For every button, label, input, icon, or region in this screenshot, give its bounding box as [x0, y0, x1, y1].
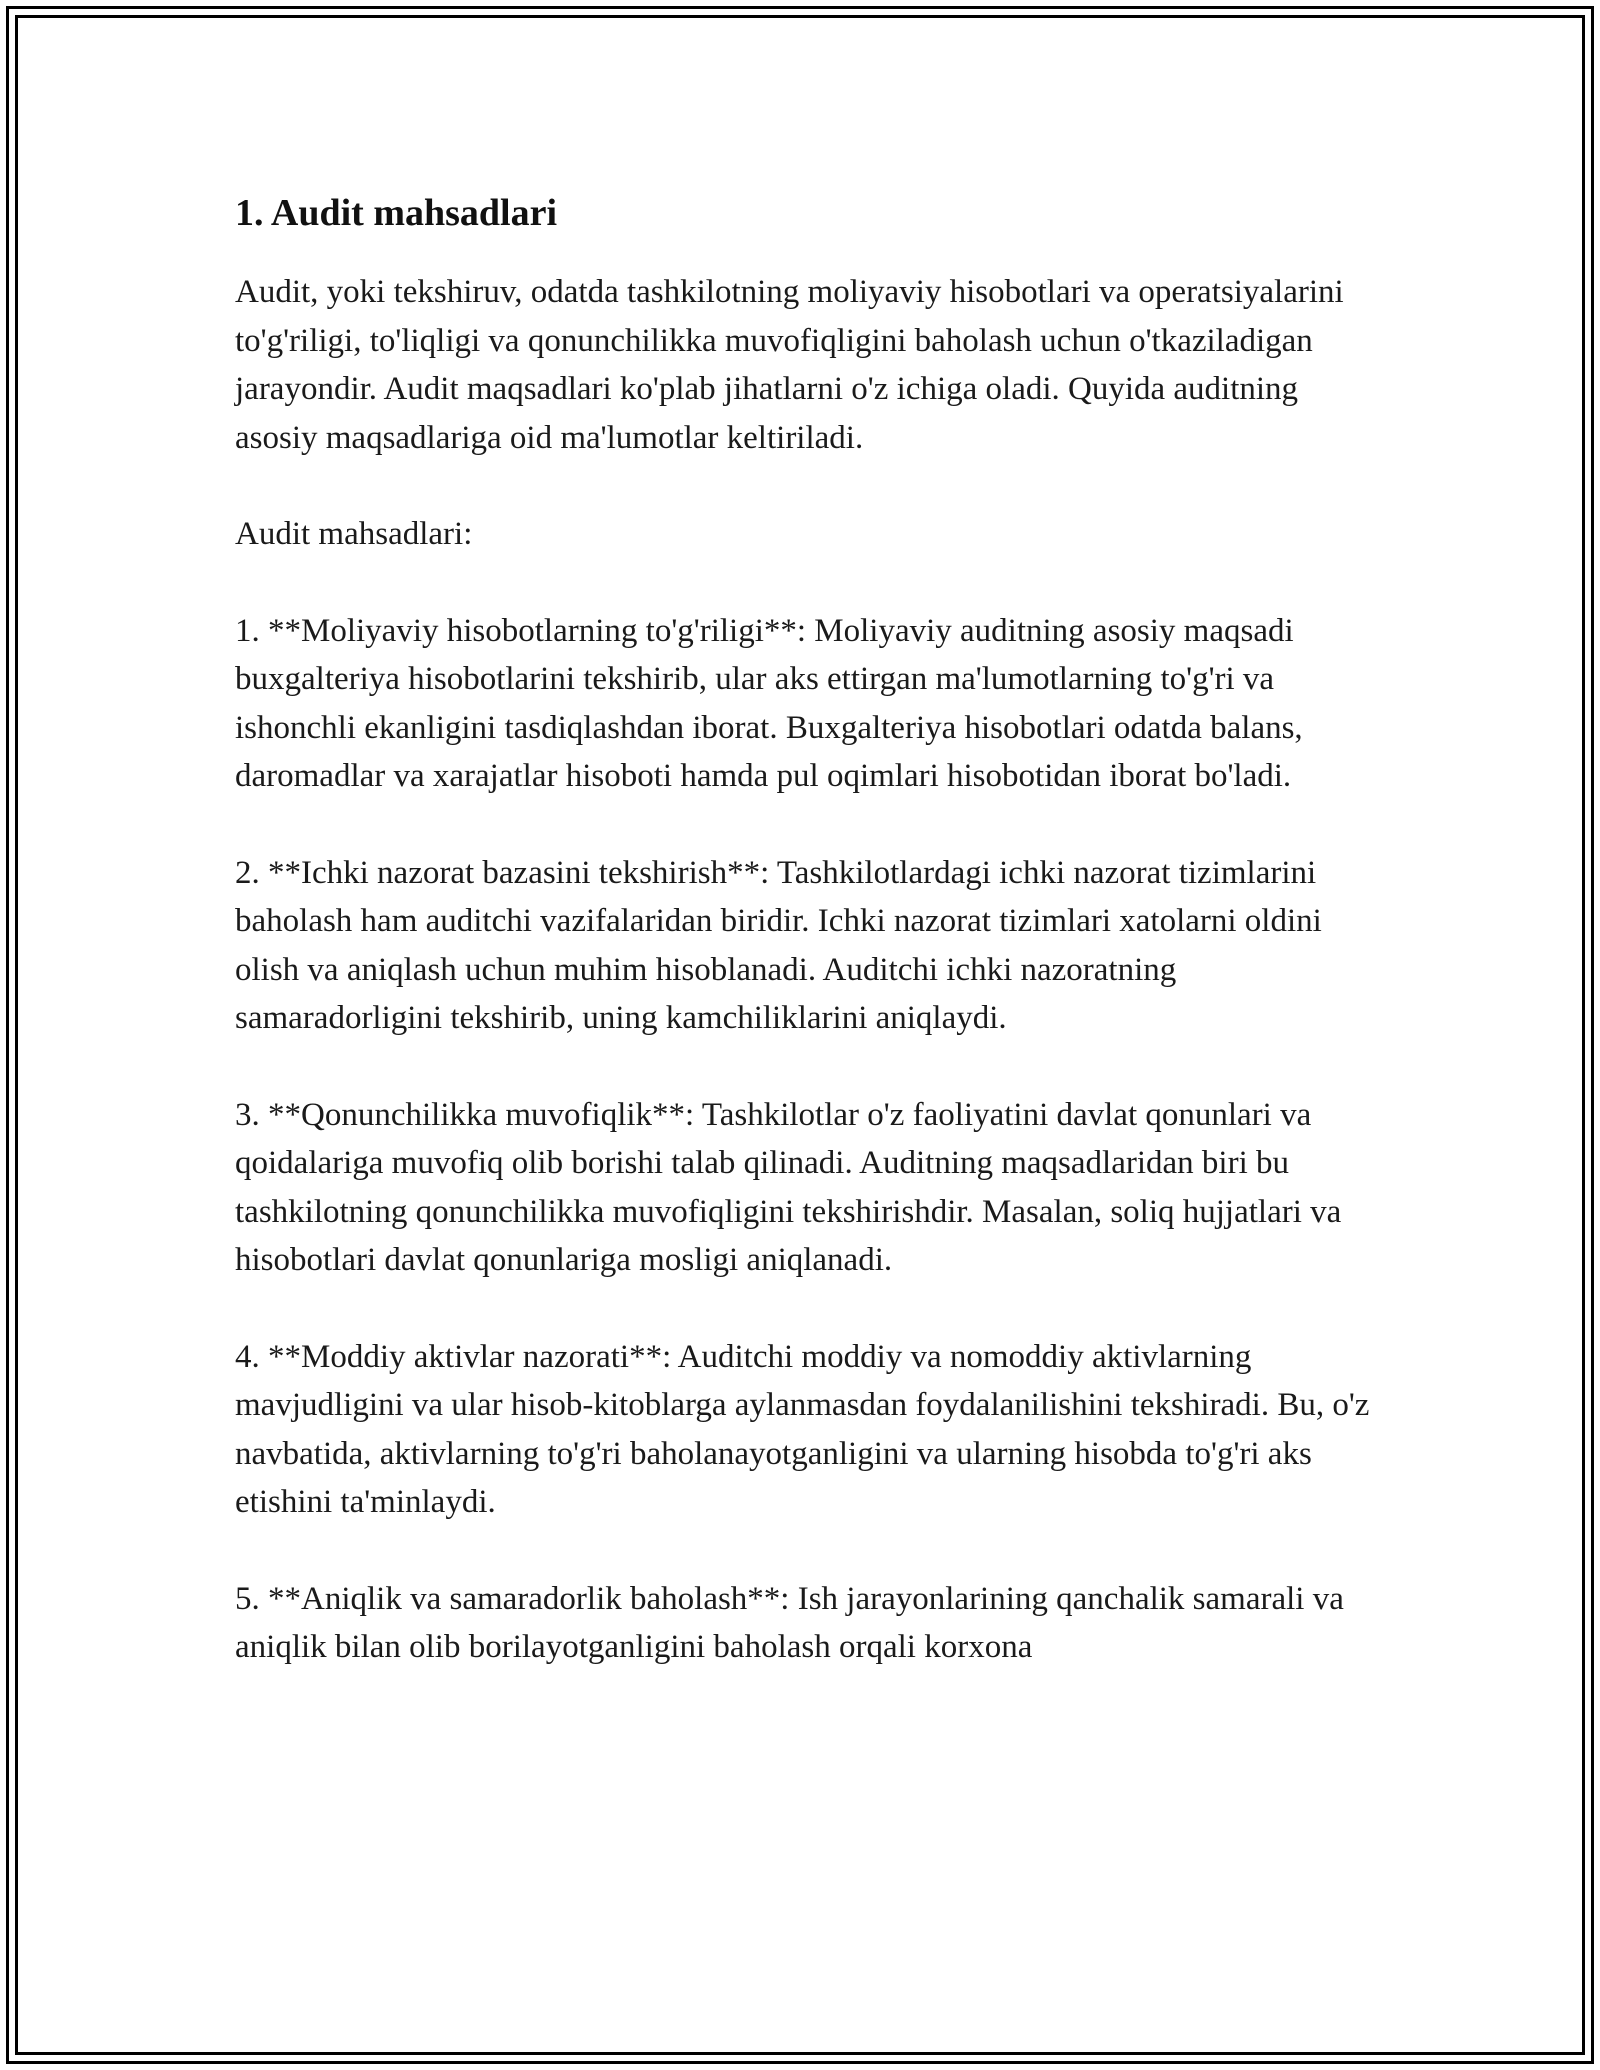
- list-item-paragraph: 1. **Moliyaviy hisobotlarning to'g'riligi**: Moliyaviy auditning asosiy maqsadi buxgalteriya hisobotlarini tekshirib, ular aks ettirgan ma'lumotlarning to'g'ri va ishonchli ekanligini tasdiqlashdan iborat. Buxgalteriya hisobotlari odatda balans, daromadlar va xarajatlar hisoboti hamda pul oqimlari hisobotidan iborat bo'ladi.: [235, 612, 1303, 794]
- list-item-paragraph: 2. **Ichki nazorat bazasini tekshirish**: Tashkilotlardagi ichki nazorat tizimlarini baholash ham auditchi vazifalaridan biridir. Ichki nazorat tizimlari xatolarni oldini olish va aniqlash uchun muhim hisoblanadi. Auditchi ichki nazoratning samaradorligini tekshirib, uning kamchiliklarini aniqlaydi.: [235, 854, 1322, 1036]
- list-item-paragraph: 3. **Qonunchilikka muvofiqlik**: Tashkilotlar o'z faoliyatini davlat qonunlari va qoidalariga muvofiq olib borishi talab qilinadi. Auditning maqsadlaridan biri bu tashkilotning qonunchilikka muvofiqligini tekshirishdir. Masalan, soliq hujjatlari va hisobotlari davlat qonunlariga mosligi aniqlanadi.: [235, 1096, 1342, 1278]
- list-item-paragraph: 4. **Moddiy aktivlar nazorati**: Auditchi moddiy va nomoddiy aktivlarning mavjudligini va ular hisob-kitoblarga aylanmasdan foydalanilishini tekshiradi. Bu, o'z navbatida, aktivlarning to'g'ri baholanayotganligini va ularning hisobda to'g'ri aks etishini ta'minlaydi.: [235, 1338, 1370, 1520]
- section-heading: 1. Audit mahsadlari: [235, 192, 558, 234]
- list-title-paragraph: Audit mahsadlari:: [235, 516, 473, 552]
- list-item-paragraph: 5. **Aniqlik va samaradorlik baholash**: Ish jarayonlarining qanchalik samarali va aniqlik bilan olib borilayotganligini baholash orqali korxona: [235, 1580, 1344, 1665]
- document-body: [235, 186, 1370, 1720]
- intro-paragraph: Audit, yoki tekshiruv, odatda tashkilotning moliyaviy hisobotlari va operatsiyalarini to'g'riligi, to'liqligi va qonunchilikka muvofiqligini baholash uchun o'tkaziladigan jarayondir. Audit maqsadlari ko'plab jihatlarni o'z ichiga oladi. Quyida auditning asosiy maqsadlariga oid ma'lumotlar keltiriladi.: [235, 274, 1344, 456]
